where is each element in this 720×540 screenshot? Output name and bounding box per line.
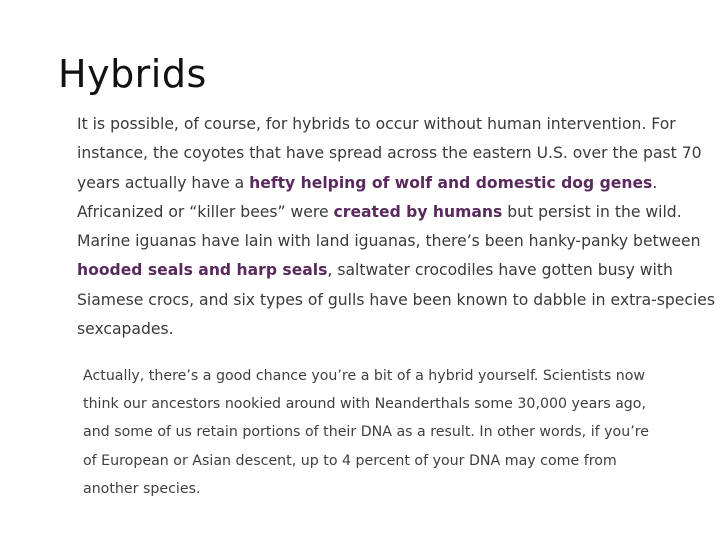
article-paragraph-1 [77, 110, 716, 344]
article-paragraph-2 [83, 362, 663, 503]
paragraph-line: instance, the coyotes that have spread across the eastern U.S. over the past 70 [77, 144, 702, 163]
paragraph-line: It is possible, of course, for hybrids to occur without human intervention. For [77, 115, 676, 133]
link-hooded-harp-seals[interactable]: hooded seals and harp seals [77, 261, 328, 280]
link-wolf-dog-genes[interactable]: hefty helping of wolf and domestic dog genes [249, 173, 653, 192]
link-created-by-humans[interactable]: created by humans [333, 202, 503, 221]
text-fragment: Africanized or “killer bees” were [77, 202, 334, 221]
paragraph-line: think our ancestors nookied around with Neanderthals some 30,000 years ago, [83, 396, 646, 413]
paragraph-line [77, 169, 697, 198]
paragraph-line: of European or Asian descent, up to 4 percent of your DNA may come from [83, 452, 617, 469]
paragraph-line: Marine iguanas have lain with land iguanas, there’s been hanky-panky between [77, 232, 701, 251]
paragraph-line [77, 256, 697, 285]
paragraph-line: and some of us retain portions of their DNA as a result. In other words, if you’re [83, 424, 649, 441]
paragraph-line: sexcapades. [77, 320, 174, 339]
paragraph-line: Actually, there’s a good chance you’re a bit of a hybrid yourself. Scientists now [83, 368, 646, 384]
text-fragment: . [652, 173, 658, 192]
paragraph-line [77, 198, 697, 227]
text-fragment: but persist in the wild. [502, 202, 682, 221]
paragraph-line: Siamese crocs, and six types of gulls have been known to dabble in extra-species [77, 290, 716, 309]
slide-title: Hybrids [58, 52, 207, 96]
paragraph-line: another species. [83, 480, 201, 497]
text-fragment: , saltwater crocodiles have gotten busy with [327, 261, 673, 280]
text-fragment: years actually have a [77, 173, 250, 192]
